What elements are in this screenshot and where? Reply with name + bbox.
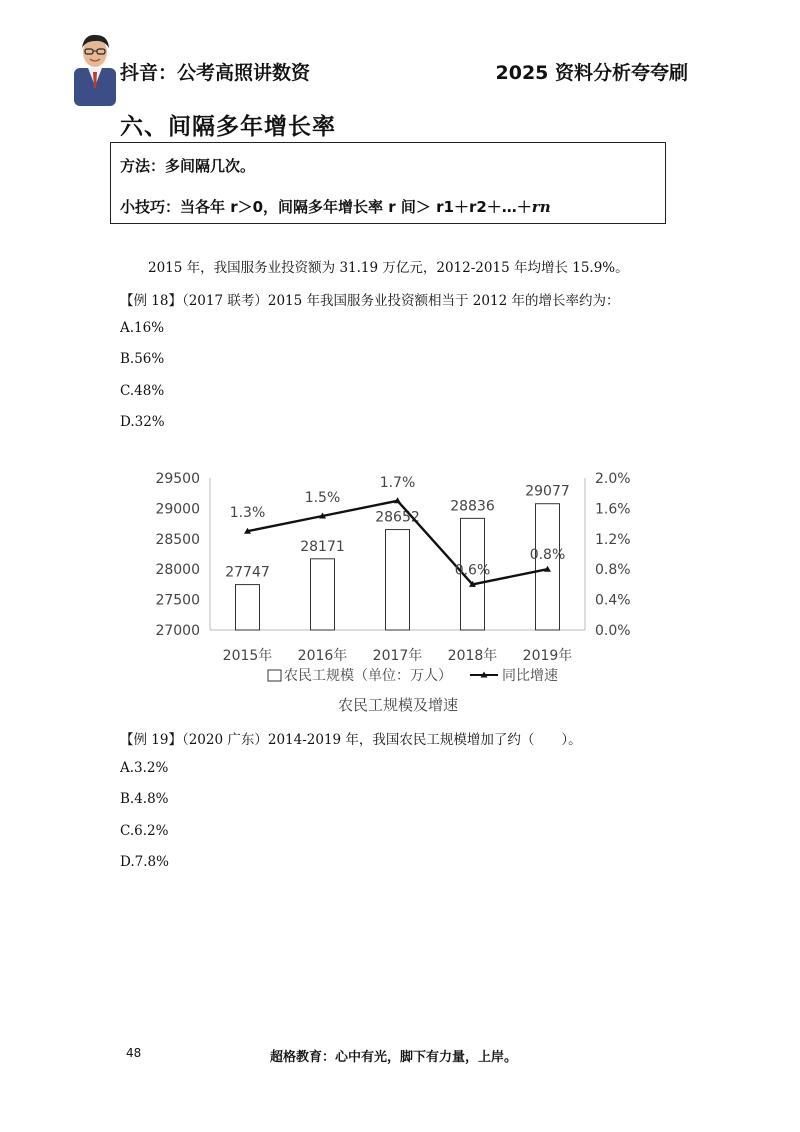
footer-motto: 超格教育：心中有光，脚下有力量，上岸。 (270, 1050, 518, 1065)
y-left-tick-label: 27000 (155, 623, 200, 639)
y-left-tick-label: 28000 (155, 562, 200, 579)
x-tick-label: 2015年 (222, 648, 273, 664)
bar-data-label: 28652 (375, 509, 420, 526)
header-right-title: 2025 资料分析夸夸刷 (495, 62, 688, 84)
question-19-stem: 【例 19】（2020 广东）2014-2019 年，我国农民工规模增加了约（ ）。 (120, 732, 582, 748)
legend-bar-label: 农民工规模（单位：万人） (284, 668, 452, 684)
section-title: 六、间隔多年增长率 (120, 114, 336, 140)
q18-option-a: A.16% (120, 320, 165, 336)
farmer-worker-chart (130, 462, 650, 722)
y-right-tick-label: 2.0% (595, 471, 631, 487)
x-tick-label: 2019年 (522, 648, 573, 664)
y-left-tick-label: 29000 (155, 501, 200, 518)
chart-title: 农民工规模及增速 (337, 696, 459, 714)
question-18-stem: 【例 18】（2017 联考）2015 年我国服务业投资额相当于 2012 年的增长率约为： (120, 293, 620, 309)
y-right-tick-label: 1.6% (595, 501, 631, 518)
tip-text: 小技巧：当各年 r＞0，间隔多年增长率 r 间＞ r1＋r2＋…＋ (120, 198, 532, 216)
q19-option-b: B.4.8% (120, 791, 169, 807)
y-right-tick-label: 1.2% (595, 531, 631, 548)
q19-option-c: C.6.2% (120, 823, 169, 839)
bar-data-label: 27747 (225, 564, 270, 581)
q19-option-a: A.3.2% (120, 760, 169, 776)
method-line: 方法：多间隔几次。 (120, 157, 256, 175)
line-data-label: 1.7% (379, 474, 416, 491)
line-data-label: 0.6% (454, 562, 491, 579)
bar-2017年 (386, 530, 410, 630)
legend-line-label: 同比增速 (502, 668, 558, 684)
q19-option-d: D.7.8% (120, 854, 169, 870)
y-left-tick-label: 29500 (155, 471, 200, 487)
passage-text: 2015 年，我国服务业投资额为 31.19 万亿元，2012-2015 年均增长 15.9%。 (148, 260, 629, 276)
bar-data-label: 28836 (450, 498, 495, 515)
x-tick-label: 2016年 (297, 648, 348, 664)
tip-italic-term: rn (531, 198, 551, 216)
bar-2015年 (236, 585, 260, 630)
page-number: 48 (126, 1046, 142, 1060)
x-tick-label: 2017年 (372, 648, 423, 664)
y-right-tick-label: 0.0% (595, 623, 631, 639)
q18-option-c: C.48% (120, 383, 165, 399)
legend-bar-swatch (268, 670, 281, 681)
y-right-tick-label: 0.8% (595, 562, 631, 579)
q18-option-d: D.32% (120, 414, 165, 430)
line-data-label: 0.8% (529, 547, 566, 564)
bar-data-label: 28171 (300, 538, 345, 555)
y-left-tick-label: 27500 (155, 592, 200, 609)
line-data-label: 1.3% (229, 505, 266, 522)
presenter-avatar (66, 28, 124, 106)
bar-2016年 (311, 559, 335, 630)
header-left-title: 抖音：公考高照讲数资 (120, 62, 311, 84)
y-left-tick-label: 28500 (155, 531, 200, 548)
x-tick-label: 2018年 (447, 648, 498, 664)
y-right-tick-label: 0.4% (595, 592, 631, 609)
tip-line (120, 196, 551, 217)
bar-data-label: 29077 (525, 483, 570, 500)
q18-option-b: B.56% (120, 351, 165, 367)
line-data-label: 1.5% (304, 490, 341, 506)
